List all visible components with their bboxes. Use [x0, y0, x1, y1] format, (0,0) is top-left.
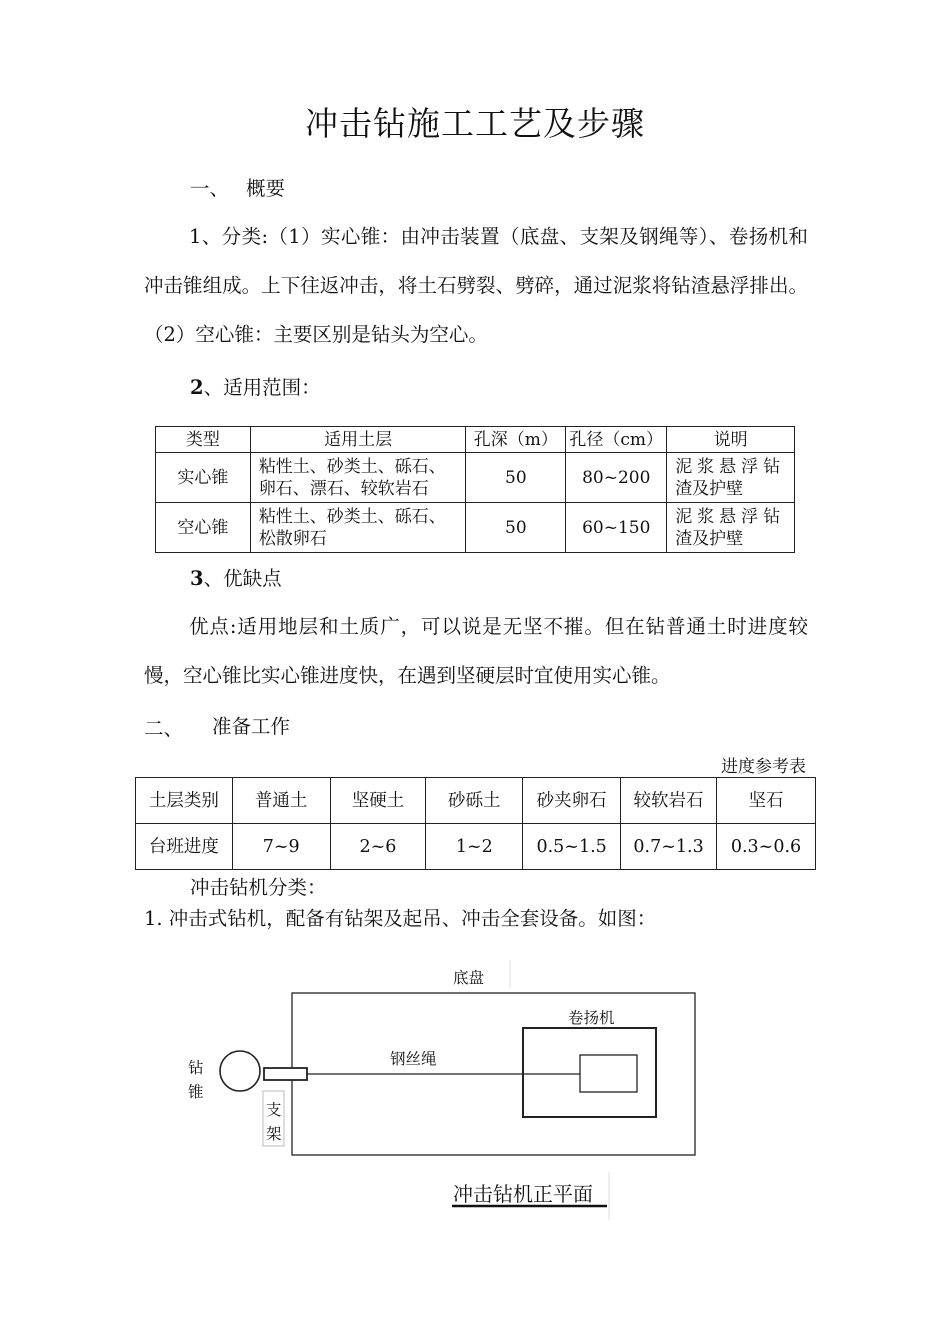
- base-label: 底盘: [453, 969, 485, 987]
- soil-cell: 粘性土、砂类土、砾石、 松散卵石: [250, 503, 466, 553]
- section-1-heading: 概要: [246, 177, 286, 200]
- table-cell: 0.5~1.5: [523, 824, 621, 870]
- scope-label: 、适用范围：: [203, 376, 321, 399]
- pros-number: 3: [190, 567, 204, 590]
- drill-label-2: 锥: [188, 1083, 204, 1101]
- table-header-cell: 孔深（m）: [466, 427, 566, 453]
- table-cell: 2~6: [330, 824, 426, 870]
- progress-reference-table: [135, 777, 816, 870]
- diameter-cell: 60~150: [566, 503, 667, 553]
- table-row: [136, 824, 816, 870]
- pros-paragraph: 优点:适用地层和土质广，可以说是无坚不摧。但在钻普通土时进度较慢，空心锥比实心锥进度快，在遇到坚硬层时宜使用实心锥。: [144, 615, 808, 687]
- item-1-text: 1. 冲击式钻机，配备有钻架及起吊、冲击全套设备。如图：: [144, 907, 657, 930]
- table-cell: 0.3~0.6: [717, 824, 816, 870]
- table-header-cell: 坚硬土: [330, 778, 426, 824]
- table-header-cell: 类型: [156, 427, 251, 453]
- section-2-number: 二、: [144, 717, 184, 740]
- table-cell: 0.7~1.3: [621, 824, 717, 870]
- winch-drum: [580, 1055, 637, 1092]
- table-header-cell: 较软岩石: [621, 778, 717, 824]
- diameter-cell: 80~200: [566, 453, 667, 503]
- pros-label: 、优缺点: [203, 567, 282, 590]
- scope-heading: [190, 372, 321, 400]
- page-title: 冲击钻施工工艺及步骤: [305, 104, 645, 143]
- table-header-cell: 砂砾土: [426, 778, 523, 824]
- type-cell: 空心锥: [156, 503, 251, 553]
- table-header-cell: 说明: [667, 427, 795, 453]
- support-bar: [264, 1068, 307, 1080]
- steel-rope-label: 钢丝绳: [390, 1050, 437, 1068]
- table-cell: 7~9: [232, 824, 330, 870]
- table-header-cell: 适用土层: [250, 427, 466, 453]
- machine-classification-heading: 冲击钻机分类：: [190, 876, 327, 899]
- table-cell: 1~2: [426, 824, 523, 870]
- table-header-cell: 普通土: [232, 778, 330, 824]
- progress-table-caption: 进度参考表: [721, 757, 806, 777]
- soil-cell: 粘性土、砂类土、砾石、 卵石、漂石、较软岩石: [250, 453, 466, 503]
- note-cell: 泥浆悬浮钻 渣及护壁: [667, 503, 795, 553]
- pros-heading: [190, 563, 282, 591]
- depth-cell: 50: [466, 503, 566, 553]
- scope-number: 2: [190, 376, 204, 399]
- table-header-cell: 土层类别: [136, 778, 233, 824]
- support-label-1: 支: [266, 1101, 282, 1119]
- winch-label: 卷扬机: [568, 1009, 615, 1027]
- section-1-number: 一、: [190, 177, 230, 200]
- section-2-heading: 准备工作: [212, 715, 291, 738]
- table-header-row: [136, 778, 816, 824]
- applicability-table: [155, 426, 795, 553]
- classification-paragraph: 1、分类:（1）实心锥：由冲击装置（底盘、支架及钢绳等）、卷扬机和冲击锥组成。上下往返冲击，将土石劈裂、劈碎，通过泥浆将钻渣悬浮排出。（2）空心锥：主要区别是钻头为空心。: [144, 225, 808, 346]
- drill-hammer-circle: [220, 1051, 260, 1091]
- table-header-cell: 砂夹卵石: [523, 778, 621, 824]
- depth-cell: 50: [466, 453, 566, 503]
- table-header-row: [156, 427, 795, 453]
- table-header-cell: 坚石: [717, 778, 816, 824]
- type-cell: 实心锥: [156, 453, 251, 503]
- drill-label-1: 钻: [188, 1059, 204, 1077]
- diagram-caption: 冲击钻机正平面: [453, 1182, 593, 1206]
- table-row: [156, 503, 795, 553]
- note-cell: 泥浆悬浮钻 渣及护壁: [667, 453, 795, 503]
- table-row: [156, 453, 795, 503]
- table-header-cell: 孔径（cm）: [566, 427, 667, 453]
- table-cell: 台班进度: [136, 824, 233, 870]
- winch-outline: [523, 1028, 656, 1117]
- support-label-2: 架: [266, 1125, 282, 1143]
